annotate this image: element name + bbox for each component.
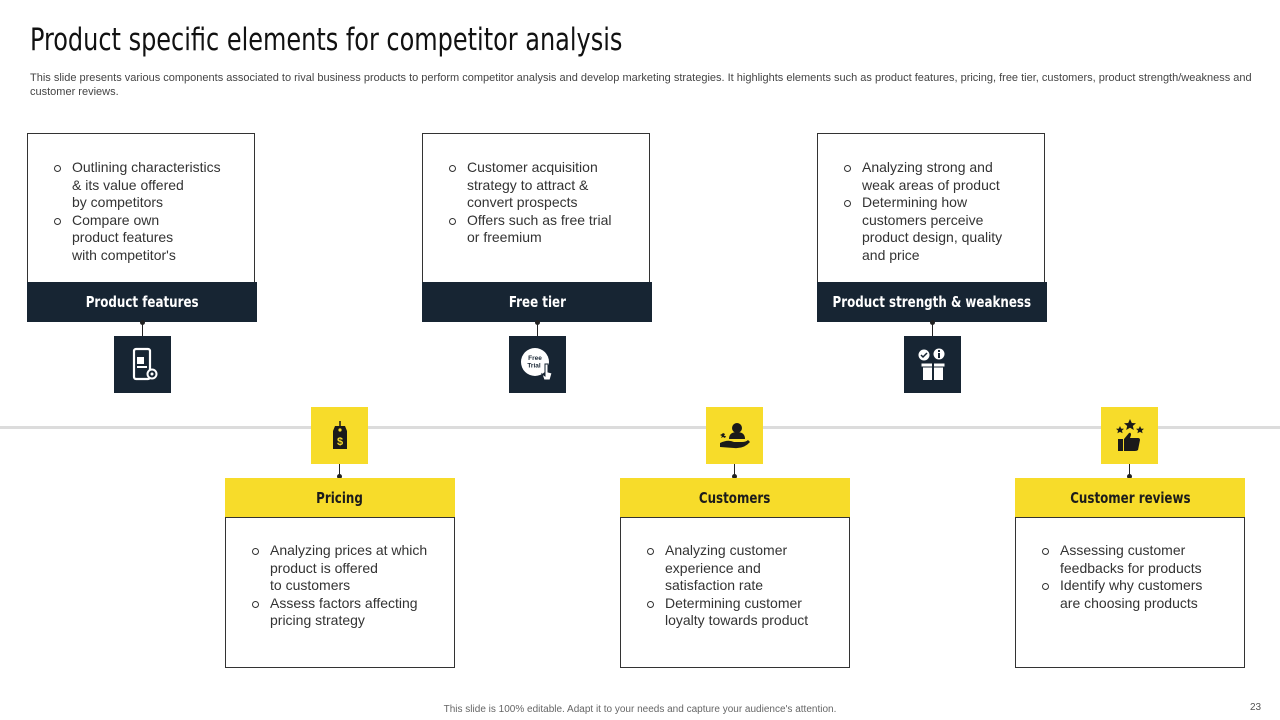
strength-weakness-bullets bbox=[843, 159, 1028, 264]
free-tier-header bbox=[422, 282, 652, 322]
bullet-item: Offers such as free trial or freemium bbox=[448, 212, 633, 247]
page-number: 23 bbox=[1250, 702, 1262, 713]
bullet-item: Analyzing strong and weak areas of product bbox=[843, 159, 1028, 194]
timeline-divider bbox=[0, 426, 1280, 429]
product-features-bullets bbox=[53, 159, 238, 264]
pricing-card bbox=[225, 517, 455, 668]
pricing-label: Pricing bbox=[316, 489, 364, 507]
customers-header bbox=[620, 478, 850, 518]
svg-text:$: $ bbox=[336, 435, 343, 448]
bullet-item: Compare own product features with competitor's bbox=[53, 212, 238, 265]
connector-dot bbox=[930, 320, 935, 325]
product-features-card bbox=[27, 133, 255, 283]
bullet-item: Determining customer loyalty towards product bbox=[646, 595, 831, 630]
bullet-item: Analyzing customer experience and satisfaction rate bbox=[646, 542, 831, 595]
bullet-item: Analyzing prices at which product is offered to customers bbox=[251, 542, 436, 595]
strength-weakness-icon-tile bbox=[904, 336, 961, 393]
strength-weakness-label: Product strength & weakness bbox=[832, 293, 1032, 311]
customers-label: Customers bbox=[699, 489, 771, 507]
slide-footer: This slide is 100% editable. Adapt it to your needs and capture your audience's attention. bbox=[443, 704, 837, 715]
customer-hand-icon bbox=[716, 417, 754, 455]
product-info-box-icon bbox=[913, 345, 953, 385]
free-trial-click-icon bbox=[517, 344, 559, 386]
connector-dot bbox=[535, 320, 540, 325]
bullet-item: Identify why customers are choosing products bbox=[1041, 577, 1226, 612]
bullet-item: Determining how customers perceive product design, quality and price bbox=[843, 194, 1028, 264]
product-features-header bbox=[27, 282, 257, 322]
customers-icon-tile bbox=[706, 407, 763, 464]
customers-bullets bbox=[646, 542, 831, 630]
free-tier-card bbox=[422, 133, 650, 283]
slide-title: Product specific elements for competitor analysis bbox=[30, 22, 623, 58]
bullet-item: Assess factors affecting pricing strategy bbox=[251, 595, 436, 630]
pricing-header bbox=[225, 478, 455, 518]
free-tier-label: Free tier bbox=[508, 293, 566, 311]
customers-card bbox=[620, 517, 850, 668]
bullet-item: Customer acquisition strategy to attract & convert prospects bbox=[448, 159, 633, 212]
strength-weakness-header bbox=[817, 282, 1047, 322]
customer-reviews-header bbox=[1015, 478, 1245, 518]
connector-dot bbox=[140, 320, 145, 325]
svg-text:Free: Free bbox=[527, 354, 542, 362]
bullet-item: Outlining characteristics & its value offered by competitors bbox=[53, 159, 238, 212]
free-tier-bullets bbox=[448, 159, 633, 247]
product-features-icon-tile bbox=[114, 336, 171, 393]
customer-reviews-label: Customer reviews bbox=[1069, 489, 1191, 507]
slide-subtitle: This slide presents various components associated to rival business products to perform competitor analysis and develop marketing strategies. It highlights elements such as product features, pricing, free tier, customers, product strength/weakness and customer reviews. bbox=[30, 72, 1252, 98]
svg-text:Trial: Trial bbox=[526, 362, 541, 369]
free-tier-icon-tile bbox=[509, 336, 566, 393]
pricing-bullets bbox=[251, 542, 436, 630]
customer-reviews-icon-tile bbox=[1101, 407, 1158, 464]
pricing-icon-tile bbox=[311, 407, 368, 464]
customer-reviews-bullets bbox=[1041, 542, 1226, 612]
thumbs-up-stars-icon bbox=[1111, 417, 1149, 455]
price-tag-icon bbox=[322, 418, 358, 454]
mobile-app-icon bbox=[123, 345, 163, 385]
bullet-item: Assessing customer feedbacks for products bbox=[1041, 542, 1226, 577]
customer-reviews-card bbox=[1015, 517, 1245, 668]
product-features-label: Product features bbox=[85, 293, 199, 311]
strength-weakness-card bbox=[817, 133, 1045, 283]
